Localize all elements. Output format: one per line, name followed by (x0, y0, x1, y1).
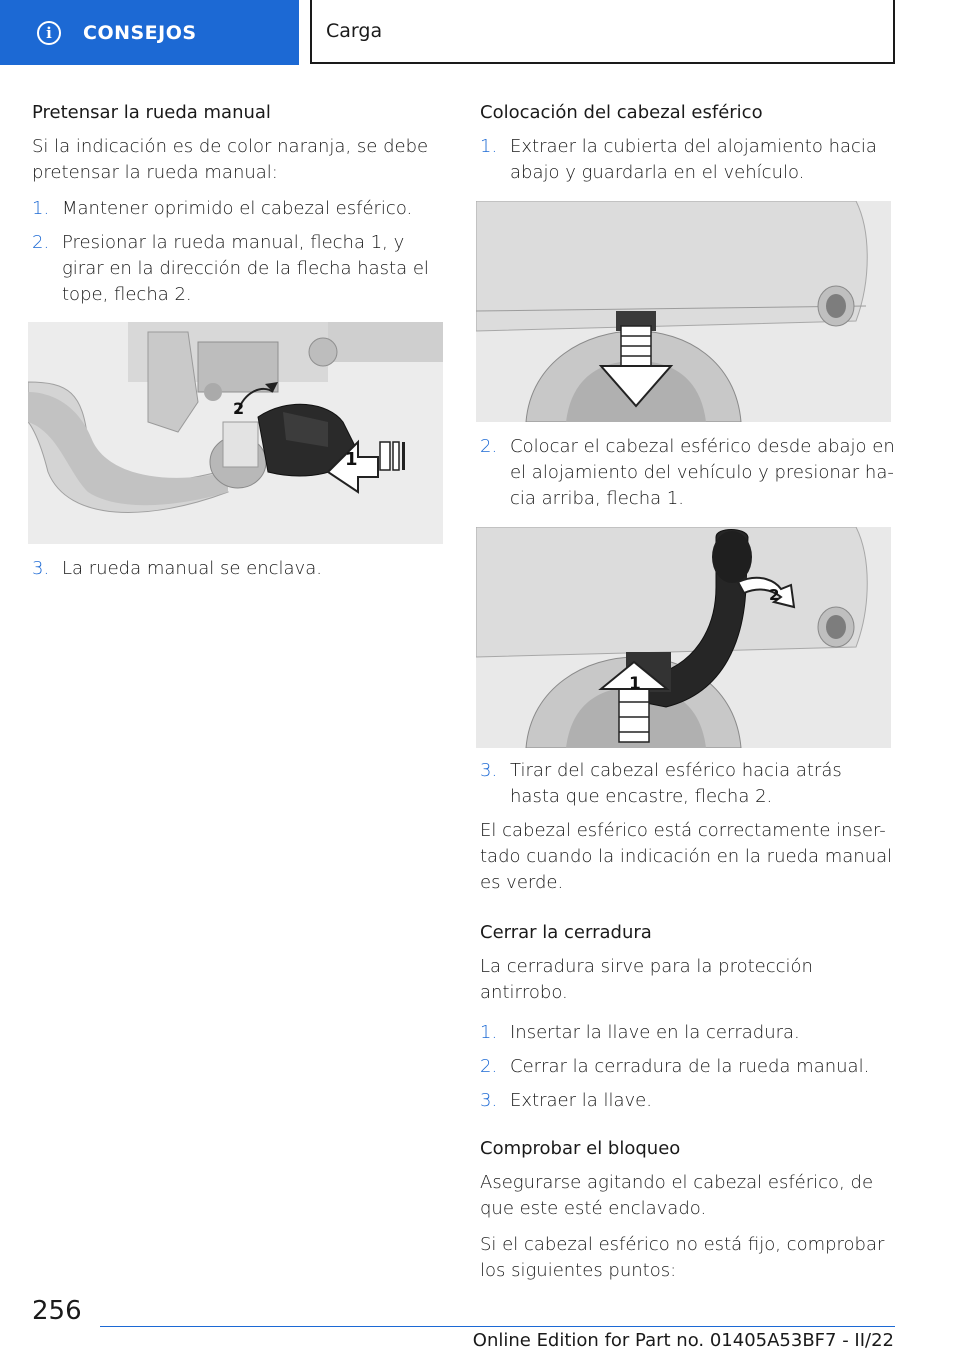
left-column-lower (32, 556, 442, 590)
figure-manual-wheel (28, 322, 443, 544)
figure-label-2: 2 (233, 399, 245, 418)
list-item: 1. Extraer la cubierta del alojamiento hacia abajo y guardarla en el vehículo. (480, 136, 877, 183)
figure2-label-1: 1 (629, 674, 641, 694)
list-item: 2. Colocar el cabezal esférico desde abajo en el alojamiento del vehículo y presionar ha-cia arriba, flecha 1. (480, 436, 895, 509)
paragraph-check-1: Asegurarse agitando el cabezal esférico, de que este esté enclavado. (480, 1172, 874, 1219)
list-item: 3. La rueda manual se enclava. (32, 558, 322, 579)
paragraph-check-2: Si el cabezal esférico no está fijo, comprobar los siguientes puntos: (480, 1234, 885, 1281)
intro-text: Si la indicación es de color naranja, se debe pretensar la rueda manual: (32, 136, 429, 183)
right-column-step2 (480, 434, 895, 520)
list-item: 3. Extraer la llave. (480, 1090, 652, 1111)
heading-colocacion: Colocación del cabezal esférico (480, 102, 763, 123)
paragraph-correct: El cabezal esférico está correctamente inser-tado cuando la indicación en la rueda manual es verde. (480, 820, 893, 893)
right-column-top (480, 100, 895, 194)
list-item: 3. Tirar del cabezal esférico hacia atrás hasta que encastre, flecha 2. (480, 760, 842, 807)
figure-cover-removal (476, 201, 891, 422)
info-icon: i (37, 21, 61, 45)
steps-list (32, 196, 442, 308)
header-tab[interactable] (0, 0, 299, 65)
paragraph-lock-intro: La cerradura sirve para la protección antirrobo. (480, 956, 813, 1003)
footer-divider (100, 1326, 895, 1327)
page-number: 256 (32, 1296, 82, 1326)
figure-ball-insert (476, 527, 891, 748)
list-item: 2. Presionar la rueda manual, flecha 1, y girar en la dirección de la flecha hasta el tope, flecha 2. (32, 232, 429, 305)
heading-pretensar: Pretensar la rueda manual (32, 102, 271, 123)
list-item: 1. Insertar la llave en la cerradura. (480, 1022, 800, 1043)
heading-cerrar: Cerrar la cerradura (480, 922, 652, 943)
left-column (32, 100, 442, 316)
list-item: 1. Mantener oprimido el cabezal esférico. (32, 198, 413, 219)
list-item: 2. Cerrar la cerradura de la rueda manual. (480, 1056, 870, 1077)
figure-label-1: 1 (345, 449, 358, 470)
heading-comprobar: Comprobar el bloqueo (480, 1138, 681, 1159)
tab-label: CONSEJOS (83, 21, 197, 44)
figure2-label-2: 2 (769, 586, 780, 604)
footer-edition: Online Edition for Part no. 01405A53BF7 - II/22 (472, 1330, 894, 1351)
section-header (310, 0, 895, 64)
section-title: Carga (326, 20, 383, 42)
right-column-lower (480, 758, 895, 1294)
